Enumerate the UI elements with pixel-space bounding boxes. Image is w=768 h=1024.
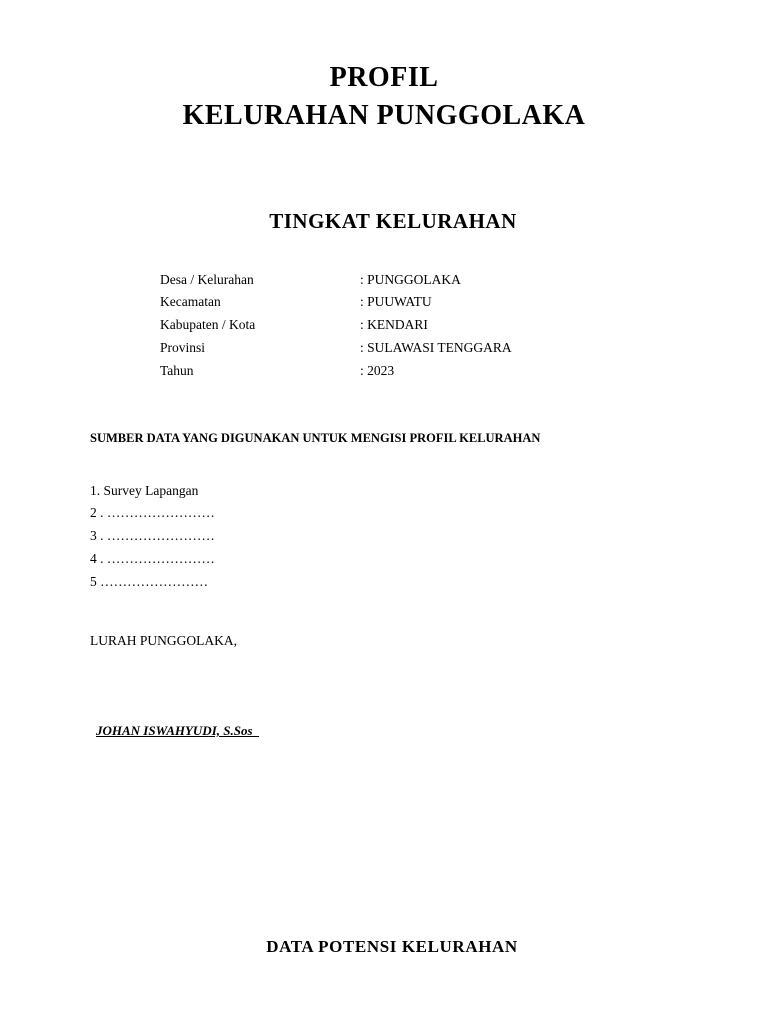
info-row-kecamatan [160, 292, 660, 312]
info-row-kabupaten [160, 315, 660, 335]
info-row-provinsi [160, 338, 660, 358]
signatory-position: LURAH PUNGGOLAKA, [90, 633, 237, 648]
info-label: Tahun [160, 363, 194, 378]
list-item: 2 . …………………… [90, 505, 215, 520]
document-subtitle: TINGKAT KELURAHAN [269, 209, 517, 233]
info-label: Desa / Kelurahan [160, 272, 254, 287]
info-value: : KENDARI [360, 317, 428, 332]
list-item: 3 . …………………… [90, 528, 215, 543]
sources-heading: SUMBER DATA YANG DIGUNAKAN UNTUK MENGISI PROFIL KELURAHAN [90, 431, 541, 445]
info-value: : PUNGGOLAKA [360, 272, 461, 287]
info-row-tahun [160, 361, 660, 381]
section-title: DATA POTENSI KELURAHAN [266, 937, 518, 956]
info-label: Provinsi [160, 340, 206, 355]
list-item: 5 …………………… [90, 574, 209, 589]
list-item: 1. Survey Lapangan [90, 483, 199, 498]
info-value: : PUUWATU [360, 294, 432, 309]
info-label: Kecamatan [160, 294, 221, 309]
document-title-line-1: PROFIL [329, 62, 439, 93]
info-row-desa [160, 270, 660, 290]
info-value: : SULAWASI TENGGARA [360, 340, 512, 355]
signatory-name: JOHAN ISWAHYUDI, S.Sos [96, 723, 260, 738]
list-item: 4 . …………………… [90, 551, 215, 566]
info-label: Kabupaten / Kota [160, 317, 256, 332]
document-title-line-2: KELURAHAN PUNGGOLAKA [182, 100, 586, 131]
info-value: : 2023 [360, 363, 395, 378]
